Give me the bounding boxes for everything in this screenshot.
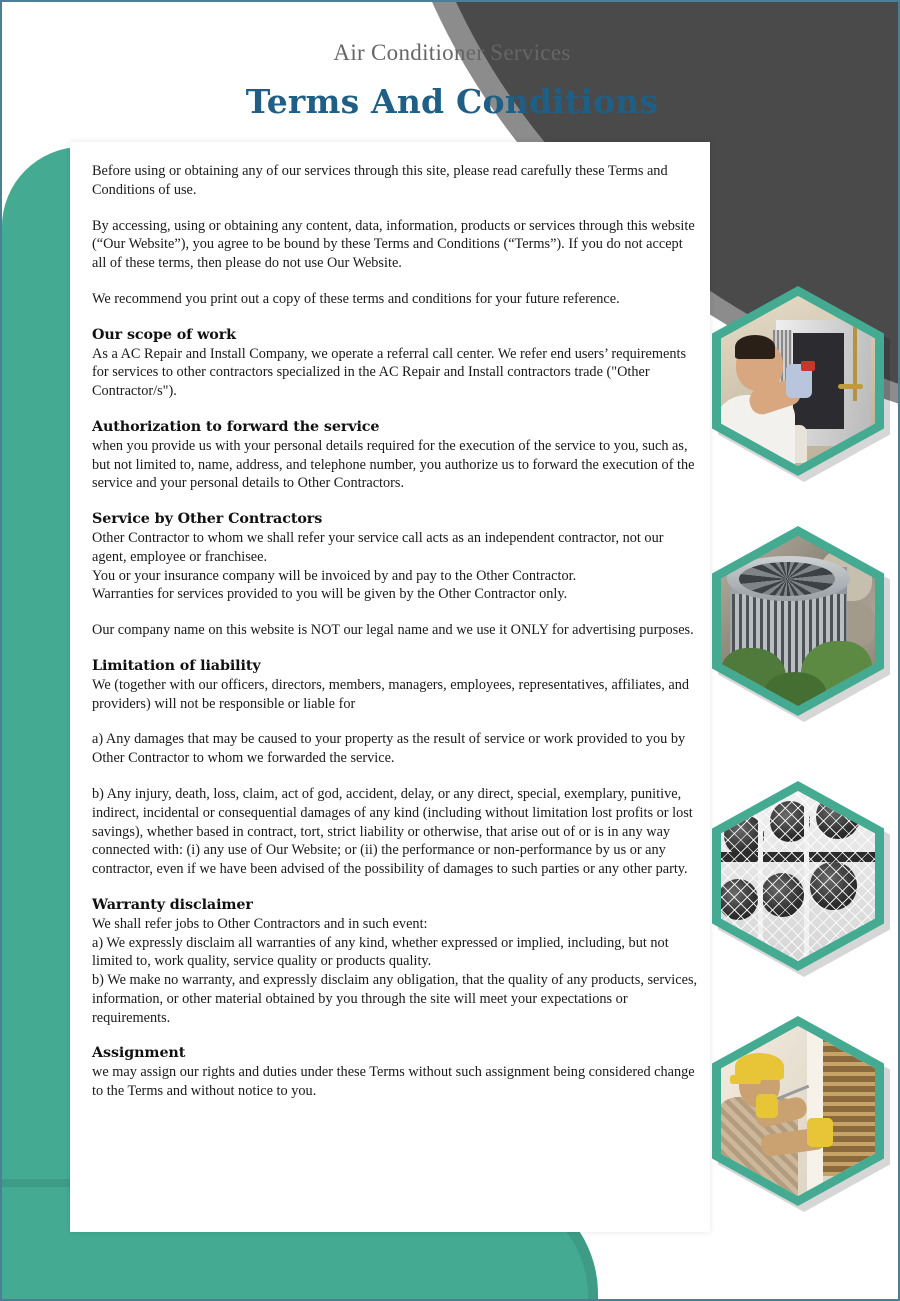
section-service-by-other-contractors	[92, 510, 698, 604]
company-name-notice: Our company name on this website is NOT our legal name and we use it ONLY for advertising purposes.	[92, 622, 694, 639]
warranty-item-b: b) We make no warranty, and expressly disclaim any obligation, that the quality of any products, services, information, or other material obtained by you through the site will meet your expectations or requirements.	[92, 972, 698, 1026]
intro-paragraph-2: By accessing, using or obtaining any content, data, information, products or services through this website (“Our Website”), you agree to be bound by these Terms and Conditions (“Terms”). If you do not accept all of these terms, then please do not use Our Website.	[92, 217, 695, 272]
section-paragraph: You or your insurance company will be invoiced by and pay to the Other Contractor.	[92, 567, 577, 584]
document-header	[2, 2, 900, 142]
section-heading: Our scope of work	[92, 326, 236, 343]
section-warranty-disclaimer	[92, 896, 698, 1028]
section-paragraph: Warranties for services provided to you will be given by the Other Contractor only.	[92, 586, 568, 603]
industrial-ac-fan-bank-behind-mesh-image	[721, 791, 875, 961]
photo-hexagon-3	[712, 781, 884, 971]
section-heading: Assignment	[92, 1045, 186, 1062]
warranty-intro: We shall refer jobs to Other Contractors and in such event:	[92, 915, 428, 932]
outdoor-condenser-unit-in-greenery-image	[721, 536, 875, 706]
warranty-item-a: a) We expressly disclaim all warranties of any kind, whether expressed or implied, including, but not limited to, work quality, service quality or products quality.	[92, 934, 669, 970]
section-heading: Warranty disclaimer	[92, 896, 253, 913]
intro-paragraph-1: Before using or obtaining any of our services through this site, please read carefully these Terms and Conditions of use.	[92, 163, 668, 198]
section-our-scope-of-work	[92, 326, 698, 401]
worker-installing-wall-vent-image	[721, 1026, 875, 1196]
assignment-paragraph: we may assign our rights and duties under these Terms without such assignment being considered change to the Terms and without notice to you.	[92, 1064, 695, 1100]
section-paragraph: Other Contractor to whom we shall refer your service call acts as an independent contractor, not our agent, employee or franchisee.	[92, 529, 664, 565]
intro-paragraph-3: We recommend you print out a copy of these terms and conditions for your future reference.	[92, 290, 620, 307]
liability-item-a: a) Any damages that may be caused to your property as the result of service or work provided to you by Other Contractor to whom we forwarded the service.	[92, 731, 686, 767]
section-assignment	[92, 1044, 698, 1100]
section-paragraph: As a AC Repair and Install Company, we operate a referral call center. We refer end users’ requirements for services to other contractors specialized in the AC Repair and Install contractors trade ("Other Contractor/s").	[92, 345, 687, 400]
liability-intro: We (together with our officers, directors, members, managers, employees, representatives, affiliates, and providers) will not be responsible or liable for	[92, 676, 689, 712]
photo-hexagon-1	[712, 286, 884, 476]
section-heading: Authorization to forward the service	[92, 418, 380, 435]
section-authorization-to-forward	[92, 418, 698, 493]
section-limitation-of-liability	[92, 657, 698, 713]
photo-hexagon-4	[712, 1016, 884, 1206]
hvac-technician-servicing-outdoor-unit-image	[721, 296, 875, 466]
header-subtitle: Air Conditioner Services	[333, 40, 571, 65]
section-paragraph: when you provide us with your personal details required for the execution of the service to you, such as, but not limited to, name, address, and telephone number, you authorize us to forward the execution of the service and your personal details to Other Contractors.	[92, 437, 695, 492]
document-body	[92, 162, 698, 1118]
photo-hexagon-2	[712, 526, 884, 716]
section-heading: Limitation of liability	[92, 657, 261, 674]
section-heading: Service by Other Contractors	[92, 511, 323, 528]
page-title: Terms And Conditions	[245, 82, 659, 121]
liability-item-b: b) Any injury, death, loss, claim, act of god, accident, delay, or any direct, special, exemplary, punitive, indirect, incidental or consequential damages of any kind (including without limitation lost profits or lost savings), whether based in contract, tort, strict liability or otherwise, that arise out of or is in any way connected with: (i) any use of Our Website; or (ii) the performance or non-performance by us or any contractor, even if we have been advised of the possibility of damages to such parties or any other party.	[92, 785, 693, 878]
